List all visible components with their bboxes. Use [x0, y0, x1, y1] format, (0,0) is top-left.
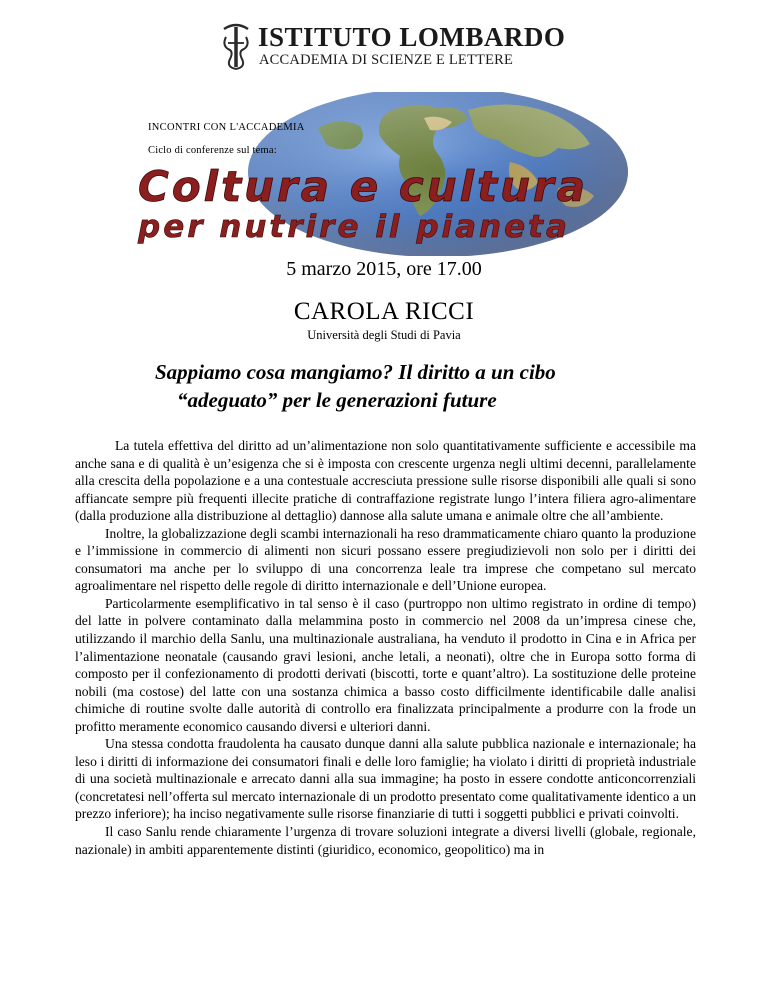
body-paragraph: Una stessa condotta fraudolenta ha causato dunque danni alla salute pubblica nazionale e internazionale; ha leso i diritti di informazione dei consumatori finali e delle loro famiglie; ha violato i diritti di proprietà industriale di una società multinazionale e arrecato danni alla sua immagine; ha posto in essere condotte anticoncorrenziali (concretatesi nell’offerta sul mercato internazionale di un prodotto presentato come qualitativamente identico a un prezzo inferiore); ha inciso negativamente sulle risorse finanziarie di tutti i soggetti pubblici e privati coinvolti.	[75, 736, 696, 822]
letterhead	[0, 20, 768, 72]
banner-series-label: INCONTRI CON L'ACCADEMIA	[148, 122, 305, 133]
speaker-name: CAROLA RICCI	[293, 298, 475, 325]
lecture-title-line2: “adeguato” per le generazioni future	[177, 388, 497, 412]
speaker-affiliation: Università degli Studi di Pavia	[307, 328, 461, 342]
abstract-body	[75, 437, 696, 858]
institute-monogram-logo	[218, 23, 254, 71]
lecture-title-line1: Sappiamo cosa mangiamo? Il diritto a un cibo	[155, 360, 556, 384]
body-paragraph: Il caso Sanlu rende chiaramente l’urgenza di trovare soluzioni integrate a diversi livelli (globale, regionale, nazionale) in ambiti apparentemente distinti (giuridico, economico, geopolitico) ma in	[75, 824, 696, 857]
event-date-time: 5 marzo 2015, ore 17.00	[286, 258, 482, 280]
body-paragraph: La tutela effettiva del diritto ad un’alimentazione non solo quantitativamente sufficiente e accessibile ma anche sana e di qualità è un’esigenza che si è imposta con crescente urgenza negli ultimi decenni, parallelamente alla crescita della popolazione e a una contestuale accresciuta pressione sulle risorse disponibili alle quali si sono affiancate sempre più frequenti illecite pratiche di contraffazione registrate lungo l’intera filiera agro-alimentare (dalla produzione alla distribuzione al dettaglio) dannose alla salute umana e animale oltre che all’ambiente.	[75, 438, 696, 524]
institution-subtitle: ACCADEMIA DI SCIENZE E LETTERE	[259, 52, 514, 68]
banner-title-line2: per nutrire il pianeta	[138, 209, 570, 245]
institution-name: ISTITUTO LOMBARDO	[258, 22, 566, 52]
event-banner	[138, 92, 628, 256]
banner-title-line1: Coltura e cultura	[138, 162, 589, 211]
body-paragraph: Inoltre, la globalizzazione degli scambi internazionali ha reso drammaticamente chiaro quanto la produzione e l’immissione in commercio di alimenti non sicuri possano essere pregiudizievoli non solo per i diritti dei consumatori ma anche per lo sviluppo di una concorrenza leale tra imprese che competano sul mercato agroalimentare nel rispetto delle regole di diritto internazionale e dell’Unione europea.	[75, 525, 696, 594]
body-paragraph: Particolarmente esemplificativo in tal senso è il caso (purtroppo non ultimo registrato in ordine di tempo) del latte in polvere contaminato dalla melammina posto in commercio nel 2008 da un’impresa cinese che, utilizzando il marchio della Sanlu, una multinazionale australiana, ha venduto il prodotto in Cina e in Africa per l’alimentazione neonatale (causando gravi lesioni, anche letali, a neonati), oltre che in Europa sotto forma di composto per il confezionamento di prodotti derivati (biscotti, torte e quant’altro). La sostituzione delle proteine nobili (ma costose) del latte con una sostanza chimica a basso costo difficilmente identificabile dalle analisi chimiche di routine svolte dalle autorità di controllo era finalizzata principalmente a produrre con la frode un profitto meramente economico causando diversi e ulteriori danni.	[75, 595, 696, 734]
banner-cycle-label: Ciclo di conferenze sul tema:	[148, 145, 277, 156]
